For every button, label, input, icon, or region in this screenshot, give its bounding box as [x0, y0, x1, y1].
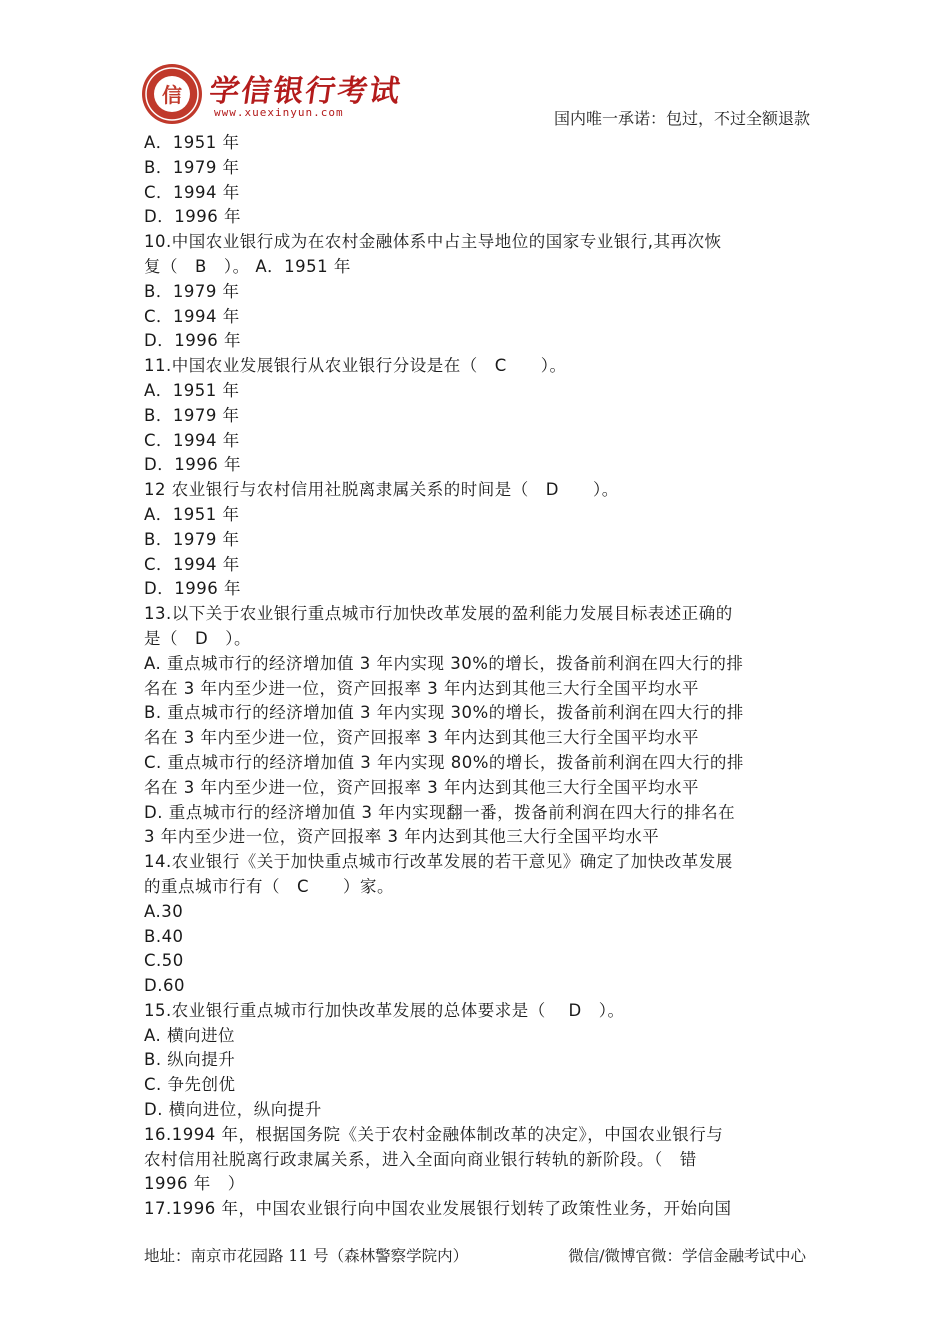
text-line: A. 重点城市行的经济增加值 3 年内实现 30%的增长，拨备前利润在四大行的排 — [144, 653, 744, 673]
text-line: B．1979 年 — [144, 281, 240, 301]
text-line: A．1951 年 — [144, 380, 240, 400]
brand-name: 学信银行考试 — [207, 74, 404, 109]
text-line: 农村信用社脱离行政隶属关系，进入全面向商业银行转轨的新阶段。（ 错 — [144, 1149, 697, 1169]
page-footer — [144, 1244, 806, 1268]
text-line: 12 农业银行与农村信用社脱离隶属关系的时间是（ D ）。 — [144, 480, 619, 500]
text-line: 名在 3 年内至少进一位，资产回报率 3 年内达到其他三大行全国平均水平 — [144, 728, 699, 748]
text-line: B. 纵向提升 — [144, 1050, 236, 1070]
text-line: 15.农业银行重点城市行加快改革发展的总体要求是（ D ）。 — [144, 1000, 625, 1020]
text-line: C．1994 年 — [144, 182, 240, 202]
document-body — [144, 131, 814, 1222]
text-line: 13.以下关于农业银行重点城市行加快改革发展的盈利能力发展目标表述正确的 — [144, 604, 733, 624]
text-line: C．1994 年 — [144, 554, 240, 574]
text-line: 14.农业银行《关于加快重点城市行改革发展的若干意见》确定了加快改革发展 — [144, 852, 733, 872]
text-line: C．1994 年 — [144, 306, 240, 326]
text-line: A.30 — [144, 901, 184, 921]
text-line: B. 重点城市行的经济增加值 3 年内实现 30%的增长，拨备前利润在四大行的排 — [144, 703, 744, 723]
text-line: 3 年内至少进一位，资产回报率 3 年内达到其他三大行全国平均水平 — [144, 827, 660, 847]
brand-seal-logo — [140, 62, 204, 126]
text-line: 1996 年 ） — [144, 1174, 245, 1194]
text-line: 的重点城市行有（ C ）家。 — [144, 876, 395, 896]
text-line: D．1996 年 — [144, 331, 241, 351]
text-line: B.40 — [144, 926, 184, 946]
text-line: D．1996 年 — [144, 455, 241, 475]
text-line: D. 横向进位，纵向提升 — [144, 1100, 322, 1120]
text-line: C.50 — [144, 951, 184, 971]
page-header — [140, 62, 810, 132]
text-line: D. 重点城市行的经济增加值 3 年内实现翻一番，拨备前利润在四大行的排名在 — [144, 802, 736, 822]
text-line: 17.1996 年，中国农业银行向中国农业发展银行划转了政策性业务，开始向国 — [144, 1199, 732, 1219]
text-line: A. 横向进位 — [144, 1025, 235, 1045]
text-line: 16.1994 年，根据国务院《关于农村金融体制改革的决定》，中国农业银行与 — [144, 1124, 724, 1144]
text-line: C. 争先创优 — [144, 1075, 236, 1095]
text-line: B．1979 年 — [144, 529, 240, 549]
text-line: 名在 3 年内至少进一位，资产回报率 3 年内达到其他三大行全国平均水平 — [144, 777, 699, 797]
text-line: 复（ B ）。 A．1951 年 — [144, 256, 351, 276]
text-line: 10.中国农业银行成为在农村金融体系中占主导地位的国家专业银行,其再次恢 — [144, 232, 722, 252]
text-line: C．1994 年 — [144, 430, 240, 450]
text-line: 11.中国农业发展银行从农业银行分设是在（ C ）。 — [144, 356, 567, 376]
svg-text:信: 信 — [162, 83, 182, 107]
text-line: 是（ D ）。 — [144, 628, 251, 648]
text-line: B．1979 年 — [144, 157, 240, 177]
footer-wechat: 微信/微博官微：学信金融考试中心 — [568, 1247, 806, 1265]
text-line: D．1996 年 — [144, 579, 241, 599]
text-line: A．1951 年 — [144, 504, 240, 524]
text-line: D.60 — [144, 976, 185, 996]
text-line: 名在 3 年内至少进一位，资产回报率 3 年内达到其他三大行全国平均水平 — [144, 678, 699, 698]
header-promise: 国内唯一承诺：包过，不过全额退款 — [553, 109, 810, 128]
text-line: D．1996 年 — [144, 207, 241, 227]
text-line: C. 重点城市行的经济增加值 3 年内实现 80%的增长，拨备前利润在四大行的排 — [144, 752, 744, 772]
footer-address: 地址：南京市花园路 11 号（森林警察学院内） — [144, 1247, 469, 1265]
brand-url: www.xuexinyun.com — [214, 106, 344, 119]
text-line: A．1951 年 — [144, 133, 240, 152]
text-line: B．1979 年 — [144, 405, 240, 425]
